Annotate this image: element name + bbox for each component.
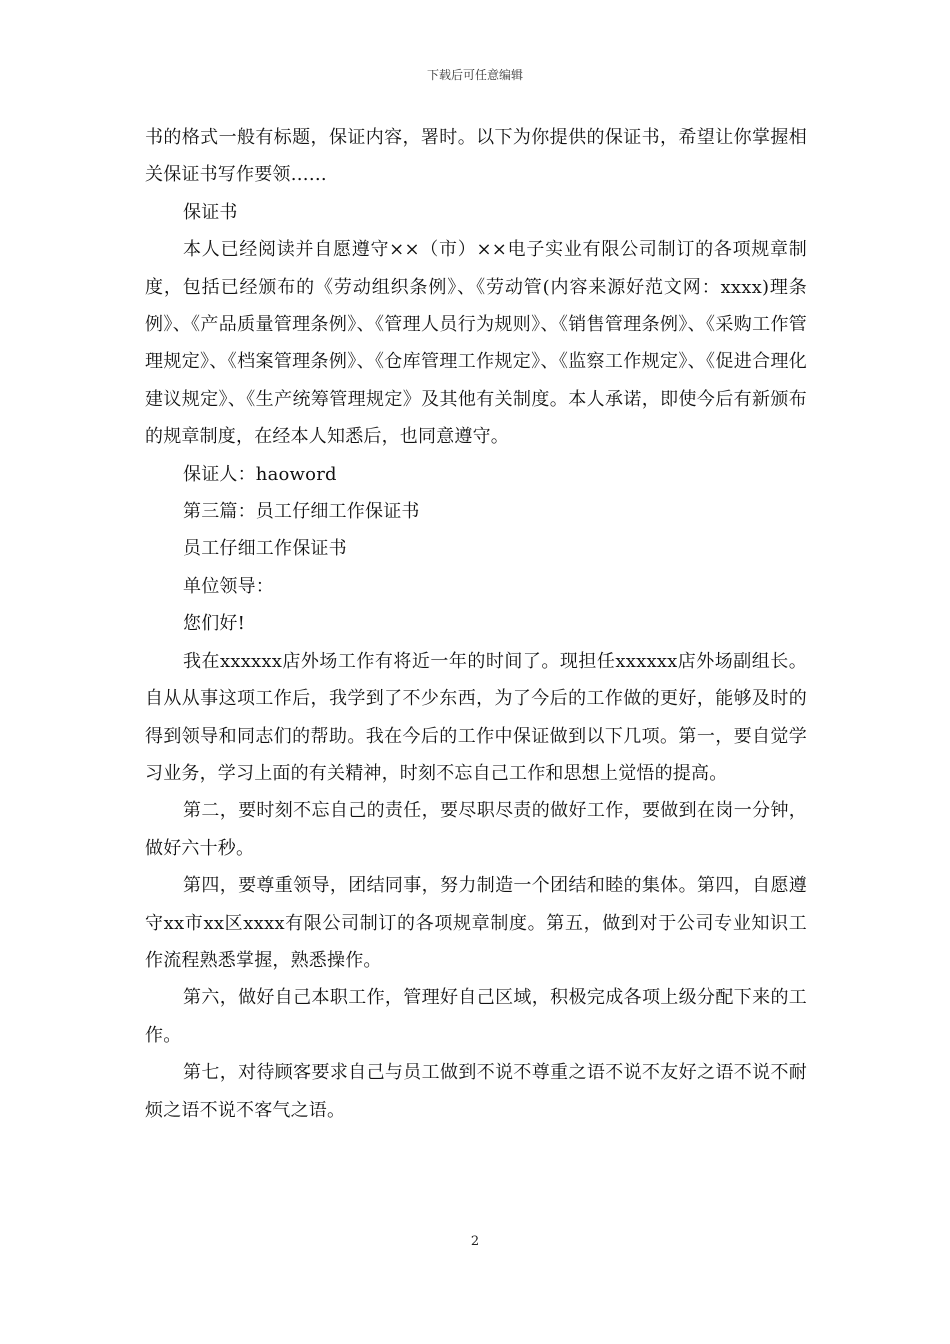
paragraph-intro: 书的格式一般有标题，保证内容，署时。以下为你提供的保证书，希望让你掌握相关保证书写作要领…… [145,127,807,186]
paragraph-title-employee: 员工仔细工作保证书 [183,538,347,560]
document-body [145,119,807,1129]
page-header: 下载后可任意编辑 [426,68,523,82]
paragraph-section-three: 第三篇：员工仔细工作保证书 [183,501,420,523]
paragraph-guarantor: 保证人：haoword [183,463,337,485]
paragraph-salutation: 单位领导： [183,575,274,597]
paragraph-point-seven: 第七，对待顾客要求自己与员工做到不说不尊重之语不说不友好之语不说不耐烦之语不说不客气之语。 [145,1062,807,1121]
page-number: 2 [470,1234,480,1249]
paragraph-point-four: 第四，要尊重领导，团结同事，努力制造一个团结和睦的集体。第四，自愿遵守xx市xx区xxxx有限公司制订的各项规章制度。第五，做到对于公司专业知识工作流程熟悉掌握，熟悉操作。 [145,875,807,971]
paragraph-greeting: 您们好! [183,613,246,635]
paragraph-point-two: 第二，要时刻不忘自己的责任，要尽职尽责的做好工作，要做到在岗一分钟，做好六十秒。 [145,800,807,859]
paragraph-regulations: 本人已经阅读并自愿遵守××（市）××电子实业有限公司制订的各项规章制度，包括已经颁布的《劳动组织条例》、《劳动管(内容来源好范文网：xxxx)理条例》、《产品质量管理条例》、《管理人员行为规则》、《销售管理条例》、《采购工作管理规定》、《档案管理条例》、《仓库管理工作规定》、《监察工作规定》、《促进合理化建议规定》、《生产统筹管理规定》及其他有关制度。本人承诺，即使今后有新颁布的规章制度，在经本人知悉后，也同意遵守。 [145,239,807,448]
paragraph-point-six: 第六，做好自己本职工作，管理好自己区域，积极完成各项上级分配下来的工作。 [145,987,807,1046]
paragraph-title-guarantee: 保证书 [183,201,238,223]
paragraph-work-history: 我在xxxxxx店外场工作有将近一年的时间了。现担任xxxxxx店外场副组长。自从从事这项工作后，我学到了不少东西，为了今后的工作做的更好，能够及时的得到领导和同志们的帮助。我在今后的工作中保证做到以下几项。第一，要自觉学习业务，学习上面的有关精神，时刻不忘自己工作和思想上觉悟的提高。 [145,650,807,784]
